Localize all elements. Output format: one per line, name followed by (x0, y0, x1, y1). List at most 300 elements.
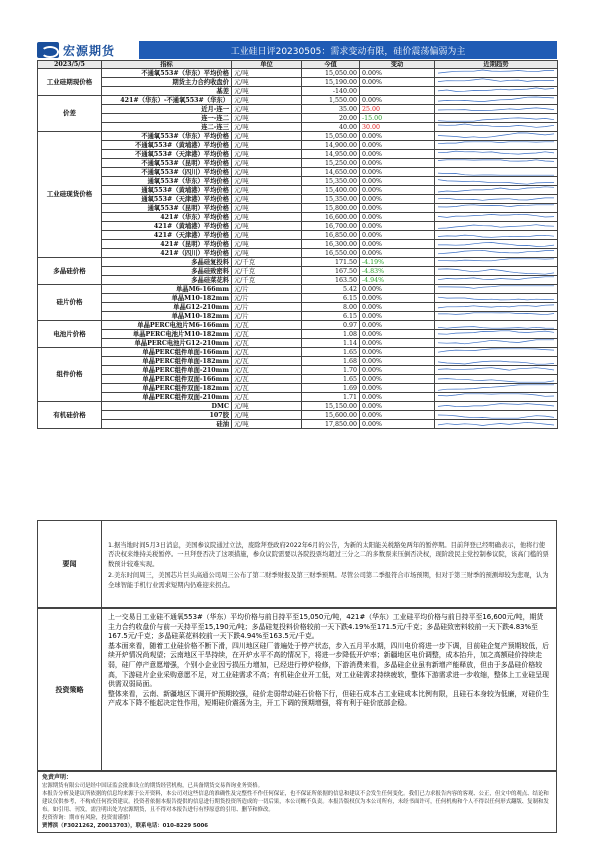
sparkline-path (438, 225, 554, 229)
unit-cell: 元/吨 (232, 240, 302, 249)
news-paragraph: 2.美东时间周三，美国芯片巨头高通公司周三公布了第二财季财报及第三财季预期。尽管公司第二季报符合市场预期，但对于第三财季的预测却较为悲观，认为全球智能手机行业需求短期内仍难迎来拐点。 (108, 572, 549, 589)
unit-cell: 元/吨 (232, 249, 302, 258)
change-cell: 0.00% (360, 357, 435, 366)
table-row (38, 231, 558, 240)
category-label: 硅片价格 (38, 285, 102, 321)
table-row (38, 339, 558, 348)
indicator-name: 不通氧553#（华东）平均价格 (102, 132, 232, 141)
change-cell: 0.00% (360, 330, 435, 339)
unit-cell: 元/片 (232, 312, 302, 321)
table-row (38, 78, 558, 87)
sparkline-path (438, 187, 554, 192)
trend-sparkline (435, 267, 558, 276)
trend-sparkline (435, 276, 558, 285)
indicator-name: 通氧553#（昆明）平均价格 (102, 204, 232, 213)
trend-sparkline (435, 240, 558, 249)
indicator-name: 近月-连一 (102, 105, 232, 114)
trend-sparkline (435, 384, 558, 393)
table-row (38, 258, 558, 267)
change-cell: 0.00% (360, 402, 435, 411)
sparkline-path (438, 394, 554, 397)
indicator-name: 多晶硅复投料 (102, 258, 232, 267)
category-label: 组件价格 (38, 348, 102, 402)
trend-sparkline (435, 123, 558, 132)
trend-sparkline (435, 168, 558, 177)
sparkline-path (438, 404, 554, 407)
indicator-name: 连一-连二 (102, 114, 232, 123)
unit-cell: 元/吨 (232, 96, 302, 105)
table-row (38, 87, 558, 96)
unit-cell: 元/吨 (232, 177, 302, 186)
disclaimer-line: 投资咨询：期市有风险，投资需谨慎！ (42, 815, 134, 821)
table-row (38, 321, 558, 330)
value-cell: 16,300.00 (302, 240, 360, 249)
indicator-name: 不通氧553#（昆明）平均价格 (102, 159, 232, 168)
sparkline-path (438, 180, 554, 185)
unit-cell: 元/瓦 (232, 357, 302, 366)
table-row (38, 159, 558, 168)
value-cell: 171.50 (302, 258, 360, 267)
change-cell: 30.00 (360, 123, 435, 132)
table-row (38, 402, 558, 411)
change-cell: 0.00% (360, 195, 435, 204)
value-cell: 15,050.00 (302, 69, 360, 78)
category-label: 有机硅价格 (38, 402, 102, 429)
indicator-name: 通氧553#（黄埔港）平均价格 (102, 186, 232, 195)
table-row (38, 114, 558, 123)
indicator-name: 基差 (102, 87, 232, 96)
unit-cell: 元/瓦 (232, 330, 302, 339)
indicator-name: 不通氧553#（天津港）平均价格 (102, 150, 232, 159)
table-row (38, 186, 558, 195)
indicator-name: 期货主力合约收盘价 (102, 78, 232, 87)
sparkline-path (438, 368, 554, 371)
company-logo (37, 40, 137, 60)
indicator-name: 421#（华东）-不通氧553#（华东） (102, 96, 232, 105)
change-cell: 0.00% (360, 285, 435, 294)
value-cell: 14,950.00 (302, 150, 360, 159)
indicator-name: 单晶G12-210mm (102, 303, 232, 312)
trend-sparkline (435, 366, 558, 375)
trend-sparkline (435, 348, 558, 357)
change-cell: -15.00 (360, 114, 435, 123)
price-table (37, 60, 558, 429)
news-label: 要闻 (38, 521, 102, 607)
indicator-name: 421#（黄埔港）平均价格 (102, 222, 232, 231)
trend-sparkline (435, 303, 558, 312)
trend-sparkline (435, 186, 558, 195)
trend-sparkline (435, 294, 558, 303)
trend-sparkline (435, 339, 558, 348)
analyst-contact: 贾博滨（F3021262, Z0013703），联系电话：010-8229 5006 (42, 823, 208, 829)
sparkline-path (438, 173, 554, 175)
trend-sparkline (435, 141, 558, 150)
sparkline-path (438, 423, 554, 426)
sparkline-path (438, 124, 554, 127)
disclaimer-line: 本报告分析及建议所依据的信息均来源于公开资料，本公司对这些信息的准确性及完整性不作任何保证，也不保证所依据的信息和建议不会发生任何变化。我们已力求报告内容的客观、公正，但文中的观点、结论和建议仅供参考，不构成任何投资建议。投资者依据本报告提供的信息进行期货投资所造成的一切后果，本公司概不负责。本报告版权仅为本公司所有，未经书面许可，任何机构和个人不得以任何形式翻版、复制和发布。如引用、刊发，需注明出处为宏源期货，且不得对本报告进行有悖原意的引用、删节和修改。 (42, 791, 549, 813)
change-cell: 0.00% (360, 186, 435, 195)
logo-icon (37, 42, 59, 58)
header-change: 变动 (360, 61, 435, 69)
category-label: 价差 (38, 96, 102, 132)
table-row (38, 267, 558, 276)
strategy-label: 投资策略 (38, 609, 102, 770)
unit-cell: 元/千克 (232, 258, 302, 267)
unit-cell: 元/千克 (232, 276, 302, 285)
change-cell: 0.00% (360, 348, 435, 357)
indicator-name: 单晶PERC电池片G12-210mm (102, 339, 232, 348)
sparkline-path (438, 297, 554, 300)
table-row (38, 141, 558, 150)
sparkline-path (438, 385, 554, 391)
header-indicator: 指标 (102, 61, 232, 69)
indicator-name: 421#（华东）平均价格 (102, 213, 232, 222)
category-label: 工业硅现货价格 (38, 132, 102, 258)
strategy-section (37, 608, 557, 771)
table-row (38, 69, 558, 78)
sparkline-path (438, 313, 554, 315)
value-cell: 15,250.00 (302, 159, 360, 168)
value-cell: 17,850.00 (302, 420, 360, 429)
indicator-name: 421#（天津港）平均价格 (102, 231, 232, 240)
value-cell: -140.00 (302, 87, 360, 96)
sparkline-path (438, 277, 554, 280)
change-cell: 0.00% (360, 312, 435, 321)
sparkline-path (438, 269, 554, 274)
category-label: 多晶硅价格 (38, 258, 102, 285)
table-row (38, 420, 558, 429)
change-cell: 0.00% (360, 384, 435, 393)
value-cell: 40.00 (302, 123, 360, 132)
value-cell: 1.69 (302, 384, 360, 393)
indicator-name: 硅油 (102, 420, 232, 429)
indicator-name: 421#（昆明）平均价格 (102, 240, 232, 249)
unit-cell: 元/吨 (232, 87, 302, 96)
unit-cell: 元/吨 (232, 123, 302, 132)
unit-cell: 元/吨 (232, 132, 302, 141)
logo-text: 宏源期货 (63, 43, 116, 58)
disclaimer-line: 宏源期货有限公司是经中国证监会批准设立的期货经营机构，已具备期货交易咨询业务资格。 (42, 783, 264, 789)
table-header-row (38, 61, 558, 69)
value-cell: 1.68 (302, 357, 360, 366)
value-cell: 35.00 (302, 105, 360, 114)
table-row (38, 276, 558, 285)
table-row (38, 249, 558, 258)
unit-cell: 元/吨 (232, 114, 302, 123)
indicator-name: 单晶M10-182mm (102, 312, 232, 321)
unit-cell: 元/吨 (232, 213, 302, 222)
indicator-name: 单晶PERC组件单面-182mm (102, 357, 232, 366)
value-cell: 20.00 (302, 114, 360, 123)
change-cell: 0.00% (360, 294, 435, 303)
header-date: 2023/5/5 (38, 61, 102, 69)
sparkline-path (438, 415, 554, 418)
change-cell: 25.00 (360, 105, 435, 114)
table-row (38, 348, 558, 357)
table-row (38, 195, 558, 204)
indicator-name: 单晶PERC组件单面-210mm (102, 366, 232, 375)
indicator-name: 多晶硅菜花料 (102, 276, 232, 285)
report-header (37, 40, 557, 60)
sparkline-path (438, 331, 554, 334)
sparkline-path (438, 70, 554, 73)
table-row (38, 312, 558, 321)
category-label: 工业硅期现价格 (38, 69, 102, 96)
value-cell: 15,400.00 (302, 186, 360, 195)
sparkline-path (438, 243, 554, 247)
change-cell: -4.19% (360, 258, 435, 267)
change-cell: 0.00% (360, 231, 435, 240)
trend-sparkline (435, 258, 558, 267)
trend-sparkline (435, 375, 558, 384)
change-cell: 0.00% (360, 204, 435, 213)
indicator-name: 107胶 (102, 411, 232, 420)
change-cell: 0.00% (360, 303, 435, 312)
news-paragraph: 1.据当地时间5月3日消息，美国参议院通过立法，废除拜登政府2022年6月的公告，为新的太阳能关税豁免两年的暂停期。目前拜登已经明确表示，他将行使否决权来维持关税暂停。一旦拜登否决了这项措施，参众议院需要以各院投票均超过三分之二的多数票来压倒否决权，现阶段民主党控制参议院，该高门槛的票数预计较难实现。 (108, 542, 549, 568)
sparkline-path (438, 379, 554, 383)
value-cell: 14,650.00 (302, 168, 360, 177)
sparkline-path (438, 108, 554, 111)
trend-sparkline (435, 150, 558, 159)
table-row (38, 366, 558, 375)
news-body (102, 521, 556, 607)
value-cell: 1.70 (302, 366, 360, 375)
table-row (38, 222, 558, 231)
trend-sparkline (435, 411, 558, 420)
value-cell: 1,550.00 (302, 96, 360, 105)
table-row (38, 303, 558, 312)
value-cell: 16,700.00 (302, 222, 360, 231)
trend-sparkline (435, 249, 558, 258)
sparkline-path (438, 349, 554, 352)
unit-cell: 元/瓦 (232, 321, 302, 330)
value-cell: 15,350.00 (302, 195, 360, 204)
change-cell: 0.00% (360, 69, 435, 78)
indicator-name: 连二-连三 (102, 123, 232, 132)
indicator-name: DMC (102, 402, 232, 411)
change-cell: 0.00% (360, 249, 435, 258)
change-cell: 0.00% (360, 213, 435, 222)
unit-cell: 元/吨 (232, 222, 302, 231)
unit-cell: 元/吨 (232, 195, 302, 204)
indicator-name: 单晶M6-166mm (102, 285, 232, 294)
trend-sparkline (435, 321, 558, 330)
change-cell: 0.00% (360, 411, 435, 420)
unit-cell: 元/吨 (232, 411, 302, 420)
sparkline-path (438, 251, 554, 255)
unit-cell: 元/吨 (232, 204, 302, 213)
sparkline-path (438, 160, 554, 162)
sparkline-path (438, 88, 554, 92)
unit-cell: 元/瓦 (232, 384, 302, 393)
value-cell: 5.42 (302, 285, 360, 294)
change-cell: 0.00% (360, 159, 435, 168)
trend-sparkline (435, 231, 558, 240)
value-cell: 15,350.00 (302, 177, 360, 186)
value-cell: 15,050.00 (302, 132, 360, 141)
value-cell: 16,600.00 (302, 213, 360, 222)
table-row (38, 96, 558, 105)
sparkline-path (438, 198, 554, 200)
header-value: 今值 (302, 61, 360, 69)
value-cell: 16,850.00 (302, 231, 360, 240)
table-row (38, 213, 558, 222)
unit-cell: 元/吨 (232, 159, 302, 168)
change-cell: 0.00% (360, 366, 435, 375)
indicator-name: 不通氧553#（华东）平均价格 (102, 69, 232, 78)
value-cell: 16,550.00 (302, 249, 360, 258)
sparkline-path (438, 215, 554, 218)
sparkline-path (438, 340, 554, 344)
sparkline-path (438, 361, 554, 364)
trend-sparkline (435, 96, 558, 105)
trend-sparkline (435, 114, 558, 123)
indicator-name: 单晶PERC电池片M6-166mm (102, 321, 232, 330)
value-cell: 15,600.00 (302, 411, 360, 420)
value-cell: 163.50 (302, 276, 360, 285)
indicator-name: 单晶PERC组件双面-166mm (102, 375, 232, 384)
sparkline-path (438, 118, 554, 121)
trend-sparkline (435, 420, 558, 429)
unit-cell: 元/瓦 (232, 348, 302, 357)
table-row (38, 411, 558, 420)
change-cell: 0.00% (360, 132, 435, 141)
category-label: 电池片价格 (38, 321, 102, 348)
table-row (38, 330, 558, 339)
trend-sparkline (435, 330, 558, 339)
value-cell: 8.00 (302, 303, 360, 312)
trend-sparkline (435, 105, 558, 114)
trend-sparkline (435, 159, 558, 168)
sparkline-path (438, 286, 554, 289)
indicator-name: 单晶PERC组件双面-182mm (102, 384, 232, 393)
unit-cell: 元/片 (232, 285, 302, 294)
header-trend: 近期趋势 (435, 61, 558, 69)
value-cell: 1.14 (302, 339, 360, 348)
change-cell: 0.00% (360, 96, 435, 105)
sparkline-path (438, 79, 554, 82)
change-cell: 0.00% (360, 222, 435, 231)
change-cell: -4.83% (360, 267, 435, 276)
trend-sparkline (435, 213, 558, 222)
unit-cell: 元/吨 (232, 69, 302, 78)
sparkline-path (438, 305, 554, 308)
trend-sparkline (435, 177, 558, 186)
sparkline-path (438, 259, 554, 261)
change-cell: 0.00% (360, 339, 435, 348)
value-cell: 1.08 (302, 330, 360, 339)
trend-sparkline (435, 312, 558, 321)
table-row (38, 357, 558, 366)
disclaimer (37, 771, 557, 833)
value-cell: 15,800.00 (302, 204, 360, 213)
unit-cell: 元/片 (232, 294, 302, 303)
change-cell: 0.00% (360, 393, 435, 402)
unit-cell: 元/瓦 (232, 393, 302, 402)
table-row (38, 393, 558, 402)
change-cell: 0.00% (360, 141, 435, 150)
table-row (38, 123, 558, 132)
value-cell: 15,150.00 (302, 402, 360, 411)
unit-cell: 元/吨 (232, 402, 302, 411)
strategy-paragraph: 上一交易日工业硅不通氧553#（华东）平均价格与前日持平至15,050元/吨，421#（华东）工业硅平均价格与前日持平至16,600元/吨，期货主力合约收盘价与前一天持平至15,190元/吨；多晶硅复投料价格较前一天下跌4.19%至171.5元/千克；多晶硅致密料较前一天下跌4.83%至167.5元/千克；多晶硅菜花料较前一天下跌4.94%至163.5元/千克。 (108, 613, 544, 641)
sparkline-path (438, 327, 554, 329)
unit-cell: 元/吨 (232, 420, 302, 429)
table-row (38, 294, 558, 303)
indicator-name: 不通氧553#（四川）平均价格 (102, 168, 232, 177)
trend-sparkline (435, 87, 558, 96)
indicator-name: 通氧553#（华东）平均价格 (102, 177, 232, 186)
value-cell: 6.15 (302, 294, 360, 303)
trend-sparkline (435, 402, 558, 411)
trend-sparkline (435, 393, 558, 402)
sparkline-path (438, 205, 554, 207)
change-cell: 0.00% (360, 321, 435, 330)
unit-cell: 元/瓦 (232, 339, 302, 348)
disclaimer-title: 免责声明： (42, 774, 73, 781)
unit-cell: 元/片 (232, 303, 302, 312)
value-cell: 167.50 (302, 267, 360, 276)
table-row (38, 150, 558, 159)
change-cell: -4.94% (360, 276, 435, 285)
indicator-name: 多晶硅致密料 (102, 267, 232, 276)
table-row (38, 375, 558, 384)
table-row (38, 285, 558, 294)
value-cell: 1.71 (302, 393, 360, 402)
value-cell: 1.65 (302, 348, 360, 357)
trend-sparkline (435, 357, 558, 366)
strategy-paragraph: 基本面来看，随着工业硅价格不断下滑，四川地区硅厂普遍处于停产状态，步入五月平水期，四川电价将进一步下调，目前硅企复产预期较低，后续开炉情况尚观望；云南地区干旱持续，在开炉水平不高的情况下，将进一步降低开炉率；新疆地区电价调整，成本抬升，加之高额硅价持续走弱，硅厂停产意愿增强，个别小企业因亏损压力增加，已经进行停炉检修，下游消费来看，多晶硅企业虽有新增产能释放，但由于多晶硅价格较高，下游硅片企业采购意愿不足，对工业硅需求不高；有机硅企业开工低，对工业硅需求持续疲软，整体下游需求进一步收缩，整体上工业硅呈现供需双弱局面。 (108, 641, 549, 689)
value-cell: 14,900.00 (302, 141, 360, 150)
table-row (38, 384, 558, 393)
unit-cell: 元/瓦 (232, 366, 302, 375)
indicator-name: 单晶PERC电池片M10-182mm (102, 330, 232, 339)
unit-cell: 元/吨 (232, 105, 302, 114)
trend-sparkline (435, 69, 558, 78)
indicator-name: 通氧553#（天津港）平均价格 (102, 195, 232, 204)
trend-sparkline (435, 78, 558, 87)
sparkline-path (438, 151, 554, 154)
trend-sparkline (435, 204, 558, 213)
sparkline-path (438, 142, 554, 144)
trend-sparkline (435, 195, 558, 204)
trend-sparkline (435, 222, 558, 231)
unit-cell: 元/吨 (232, 150, 302, 159)
strategy-body (102, 609, 556, 770)
table-row (38, 132, 558, 141)
report-title: 工业硅日评20230505：需求变动有限，硅价震荡偏弱为主 (139, 41, 557, 59)
trend-sparkline (435, 285, 558, 294)
unit-cell: 元/吨 (232, 186, 302, 195)
indicator-name: 单晶PERC组件双面-210mm (102, 393, 232, 402)
unit-cell: 元/瓦 (232, 375, 302, 384)
change-cell: 0.00% (360, 177, 435, 186)
change-cell: 0.00% (360, 168, 435, 177)
strategy-paragraph: 整体来看，云南、新疆地区下调开炉预期较强，硅价走弱带动硅石价格下行，但硅石成本占工业硅成本比例有限，且硅石本身较为低廉，对硅价生产成本下降不能起决定性作用，短期硅价震荡为主，开工下调的预期增强，将有利于硅价底部企稳。 (108, 689, 549, 708)
table-row (38, 168, 558, 177)
change-cell (360, 87, 435, 96)
value-cell: 1.65 (302, 375, 360, 384)
value-cell: 0.97 (302, 321, 360, 330)
unit-cell: 元/吨 (232, 168, 302, 177)
sparkline-path (438, 133, 554, 138)
sparkline-path (438, 97, 554, 102)
value-cell: 15,190.00 (302, 78, 360, 87)
table-row (38, 177, 558, 186)
change-cell: 0.00% (360, 240, 435, 249)
change-cell: 0.00% (360, 375, 435, 384)
news-section (37, 520, 557, 608)
